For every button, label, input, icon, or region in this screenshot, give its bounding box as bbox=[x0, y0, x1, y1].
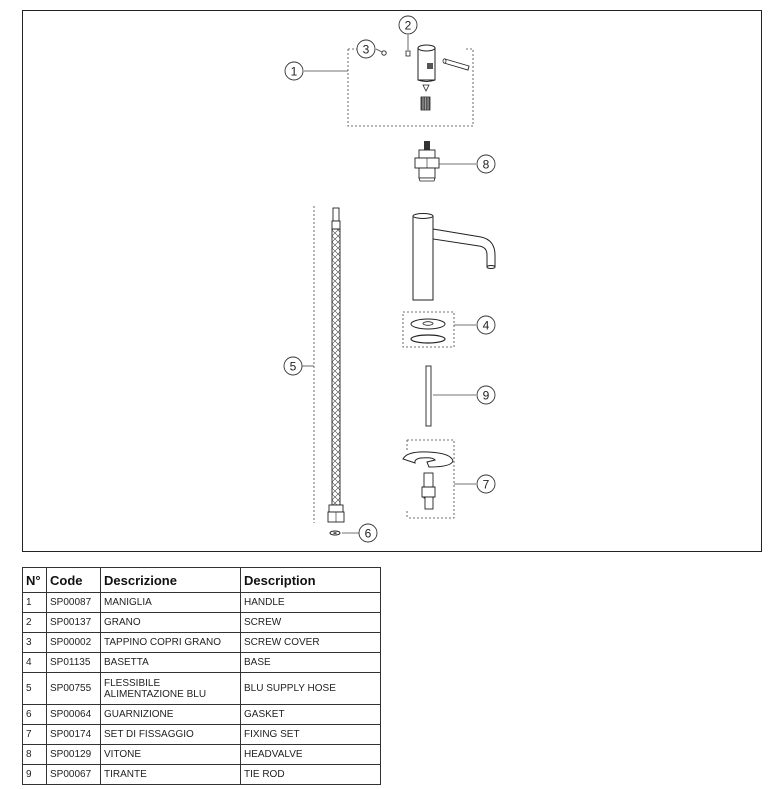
row-number: 8 bbox=[23, 745, 47, 765]
row-description: GASKET bbox=[241, 705, 381, 725]
fixing-set-part bbox=[403, 440, 454, 518]
base-part bbox=[403, 312, 454, 347]
table-row bbox=[23, 633, 381, 653]
callout-4 bbox=[477, 316, 495, 334]
callout-9 bbox=[477, 386, 495, 404]
table-row bbox=[23, 725, 381, 745]
row-descrizione: SET DI FISSAGGIO bbox=[101, 725, 241, 745]
table-row bbox=[23, 673, 381, 705]
row-code: SP00755 bbox=[47, 673, 101, 705]
row-number: 1 bbox=[23, 593, 47, 613]
row-code: SP00002 bbox=[47, 633, 101, 653]
row-number: 6 bbox=[23, 705, 47, 725]
row-description: TIE ROD bbox=[241, 765, 381, 785]
table-row bbox=[23, 765, 381, 785]
row-number: 7 bbox=[23, 725, 47, 745]
exploded-diagram bbox=[22, 10, 762, 552]
svg-text:9: 9 bbox=[482, 388, 490, 403]
table-header-row bbox=[23, 568, 381, 593]
callout-6 bbox=[359, 524, 377, 542]
callout-1 bbox=[285, 62, 303, 80]
screw-cover-part bbox=[382, 51, 386, 55]
row-description: HEADVALVE bbox=[241, 745, 381, 765]
row-code: SP00067 bbox=[47, 765, 101, 785]
row-number: 5 bbox=[23, 673, 47, 705]
table-row bbox=[23, 653, 381, 673]
table-row bbox=[23, 613, 381, 633]
row-code: SP00129 bbox=[47, 745, 101, 765]
svg-text:1: 1 bbox=[290, 64, 298, 79]
svg-text:4: 4 bbox=[482, 318, 490, 333]
svg-text:3: 3 bbox=[362, 42, 370, 57]
row-code: SP00087 bbox=[47, 593, 101, 613]
callout-3 bbox=[357, 40, 375, 58]
table-row bbox=[23, 745, 381, 765]
headvalve-part bbox=[415, 141, 439, 181]
header-code: Code bbox=[47, 568, 101, 593]
header-descrizione: Descrizione bbox=[101, 568, 241, 593]
tie-rod-part bbox=[426, 366, 431, 426]
gasket-part bbox=[330, 531, 340, 535]
row-number: 3 bbox=[23, 633, 47, 653]
svg-text:5: 5 bbox=[289, 359, 297, 374]
handle-part bbox=[418, 45, 469, 110]
callout-2 bbox=[399, 16, 417, 34]
row-description: HANDLE bbox=[241, 593, 381, 613]
row-description: BASE bbox=[241, 653, 381, 673]
row-number: 2 bbox=[23, 613, 47, 633]
parts-table bbox=[22, 567, 381, 785]
row-code: SP00137 bbox=[47, 613, 101, 633]
row-code: SP01135 bbox=[47, 653, 101, 673]
row-descrizione: VITONE bbox=[101, 745, 241, 765]
table-row bbox=[23, 593, 381, 613]
row-descrizione: TAPPINO COPRI GRANO bbox=[101, 633, 241, 653]
row-descrizione: GUARNIZIONE bbox=[101, 705, 241, 725]
header-number: N° bbox=[23, 568, 47, 593]
screw-part bbox=[406, 51, 410, 56]
spout-body-part bbox=[413, 214, 495, 301]
row-number: 4 bbox=[23, 653, 47, 673]
row-number: 9 bbox=[23, 765, 47, 785]
supply-hose-part bbox=[314, 206, 344, 523]
svg-text:7: 7 bbox=[482, 477, 490, 492]
row-description: SCREW COVER bbox=[241, 633, 381, 653]
row-descrizione: FLESSIBILE ALIMENTAZIONE BLU bbox=[101, 673, 241, 705]
row-descrizione: GRANO bbox=[101, 613, 241, 633]
row-description: SCREW bbox=[241, 613, 381, 633]
callout-7 bbox=[477, 475, 495, 493]
row-description: FIXING SET bbox=[241, 725, 381, 745]
svg-text:8: 8 bbox=[482, 157, 490, 172]
row-code: SP00174 bbox=[47, 725, 101, 745]
svg-text:2: 2 bbox=[404, 18, 412, 33]
callout-8 bbox=[477, 155, 495, 173]
row-descrizione: MANIGLIA bbox=[101, 593, 241, 613]
table-row bbox=[23, 705, 381, 725]
handle-group-box bbox=[348, 49, 473, 126]
header-description: Description bbox=[241, 568, 381, 593]
callout-5 bbox=[284, 357, 302, 375]
svg-text:6: 6 bbox=[364, 526, 372, 541]
row-descrizione: TIRANTE bbox=[101, 765, 241, 785]
row-description: BLU SUPPLY HOSE bbox=[241, 673, 381, 705]
row-descrizione: BASETTA bbox=[101, 653, 241, 673]
row-code: SP00064 bbox=[47, 705, 101, 725]
